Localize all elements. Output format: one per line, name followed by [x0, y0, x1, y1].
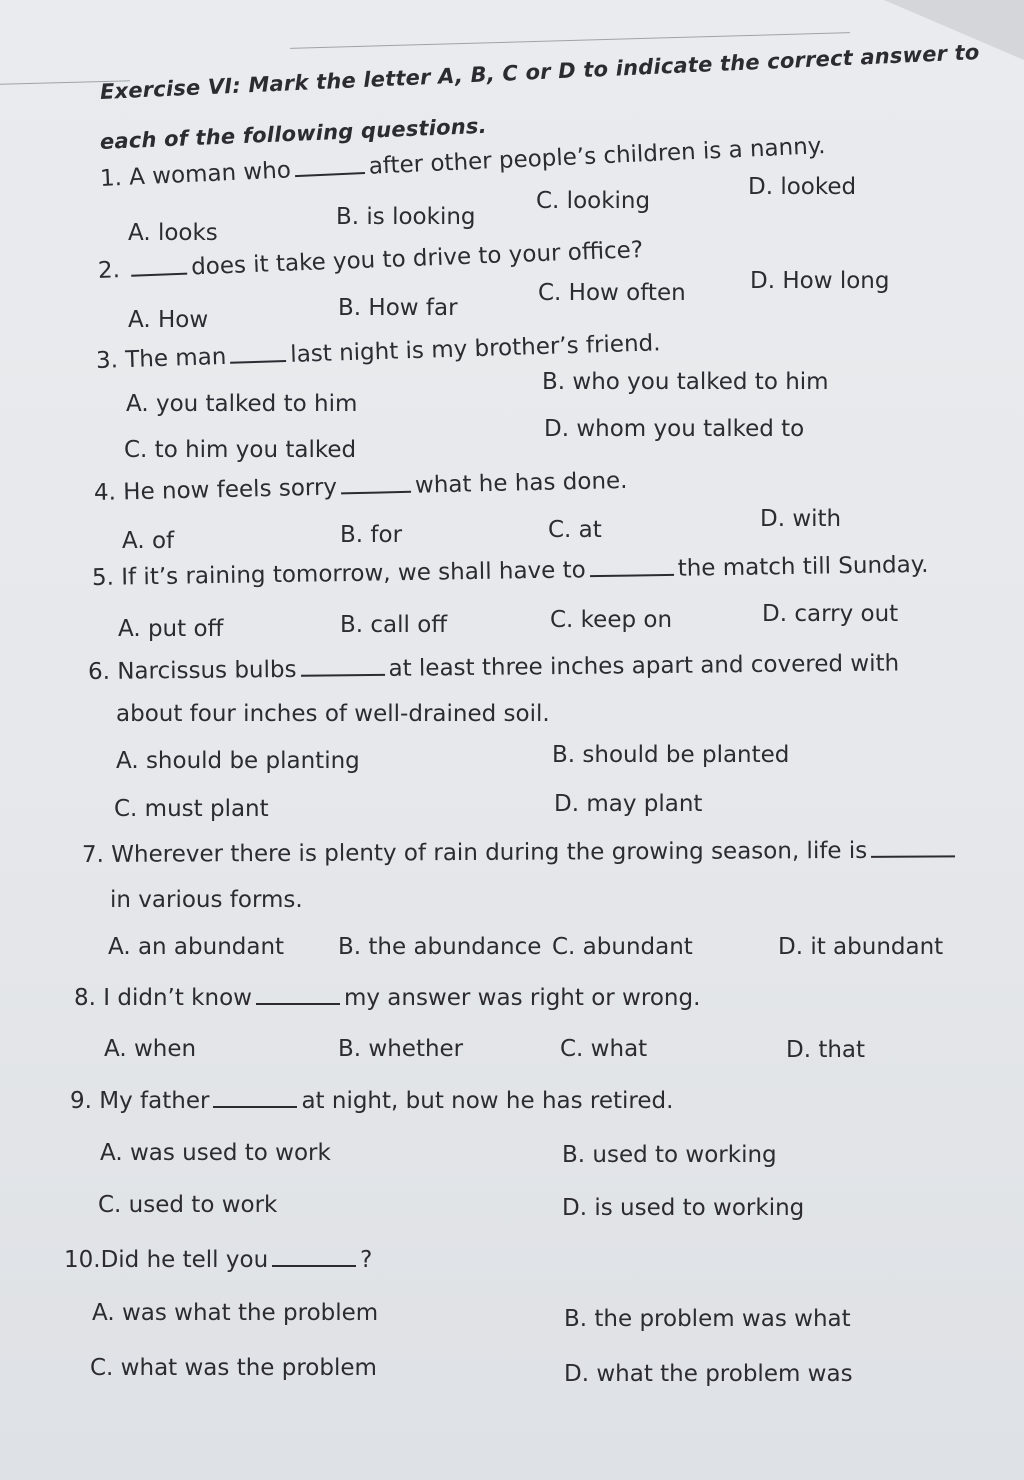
option-8a[interactable]: A. when [104, 1036, 197, 1062]
option-2b[interactable]: B. How far [338, 295, 458, 321]
option-9d[interactable]: D. is used to working [562, 1195, 805, 1221]
option-2a[interactable]: A. How [128, 307, 209, 333]
option-3a[interactable]: A. you talked to him [126, 391, 358, 417]
option-10d[interactable]: D. what the problem was [564, 1361, 853, 1387]
option-6d[interactable]: D. may plant [554, 791, 703, 817]
exercise-title-cont: each of the following questions. [99, 113, 488, 154]
answer-blank[interactable] [295, 171, 365, 177]
option-8d[interactable]: D. that [786, 1037, 866, 1063]
answer-blank[interactable] [256, 1002, 340, 1005]
option-4a[interactable]: A. of [122, 528, 175, 554]
question-8: 8. I didn’t know my answer was right or wrong. [74, 985, 701, 1011]
option-7a[interactable]: A. an abundant [108, 934, 285, 960]
option-9b[interactable]: B. used to working [562, 1142, 777, 1168]
answer-blank[interactable] [341, 490, 411, 495]
option-9c[interactable]: C. used to work [98, 1192, 278, 1218]
answer-blank[interactable] [301, 673, 385, 677]
option-4b[interactable]: B. for [340, 522, 403, 548]
option-8c[interactable]: C. what [560, 1036, 648, 1062]
option-7d[interactable]: D. it abundant [778, 934, 944, 960]
question-3: 3. The man last night is my brother’s friend. [95, 330, 661, 374]
option-7b[interactable]: B. the abundance [338, 934, 542, 960]
option-6b[interactable]: B. should be planted [552, 742, 790, 768]
option-3d[interactable]: D. whom you talked to [544, 416, 805, 442]
question-9: 9. My father at night, but now he has retired. [70, 1088, 674, 1114]
question-10: 10.Did he tell you ? [64, 1247, 373, 1273]
answer-blank[interactable] [213, 1105, 297, 1108]
option-10a[interactable]: A. was what the problem [92, 1300, 379, 1326]
option-5b[interactable]: B. call off [340, 612, 448, 638]
option-6c[interactable]: C. must plant [114, 796, 269, 822]
question-1: 1. A woman who after other people’s children is a nanny. [99, 133, 826, 192]
option-1d[interactable]: D. looked [748, 174, 857, 200]
option-10c[interactable]: C. what was the problem [90, 1355, 377, 1381]
answer-blank[interactable] [131, 272, 187, 277]
question-5: 5. If it’s raining tomorrow, we shall have to the match till Sunday. [91, 551, 929, 591]
option-3b[interactable]: B. who you talked to him [542, 369, 829, 395]
exercise-title: Exercise VI: Mark the letter A, B, C or D to indicate the correct answer to [99, 40, 980, 104]
option-9a[interactable]: A. was used to work [100, 1140, 331, 1166]
question-6-cont: about four inches of well-drained soil. [116, 701, 550, 727]
option-1a[interactable]: A. looks [128, 220, 218, 246]
question-6: 6. Narcissus bulbs at least three inches apart and covered with [87, 650, 900, 685]
option-1c[interactable]: C. looking [536, 188, 651, 214]
option-8b[interactable]: B. whether [338, 1036, 464, 1062]
option-6a[interactable]: A. should be planting [116, 748, 360, 774]
option-10b[interactable]: B. the problem was what [564, 1306, 851, 1332]
option-1b[interactable]: B. is looking [336, 204, 476, 230]
question-4: 4. He now feels sorry what he has done. [93, 467, 628, 506]
question-2: 2. does it take you to drive to your office? [97, 237, 644, 284]
answer-blank[interactable] [871, 854, 955, 857]
option-5d[interactable]: D. carry out [762, 601, 899, 627]
option-5c[interactable]: C. keep on [550, 607, 673, 633]
option-7c[interactable]: C. abundant [552, 934, 693, 960]
answer-blank[interactable] [590, 573, 674, 577]
option-3c[interactable]: C. to him you talked [124, 437, 357, 463]
option-4d[interactable]: D. with [760, 506, 842, 532]
question-7: 7. Wherever there is plenty of rain during the growing season, life is [82, 837, 959, 868]
question-7-cont: in various forms. [110, 887, 303, 913]
option-5a[interactable]: A. put off [118, 616, 224, 642]
answer-blank[interactable] [272, 1264, 356, 1267]
option-4c[interactable]: C. at [548, 517, 602, 543]
option-2c[interactable]: C. How often [538, 280, 686, 306]
answer-blank[interactable] [230, 359, 286, 364]
header-rule [290, 32, 850, 49]
option-2d[interactable]: D. How long [750, 268, 890, 294]
